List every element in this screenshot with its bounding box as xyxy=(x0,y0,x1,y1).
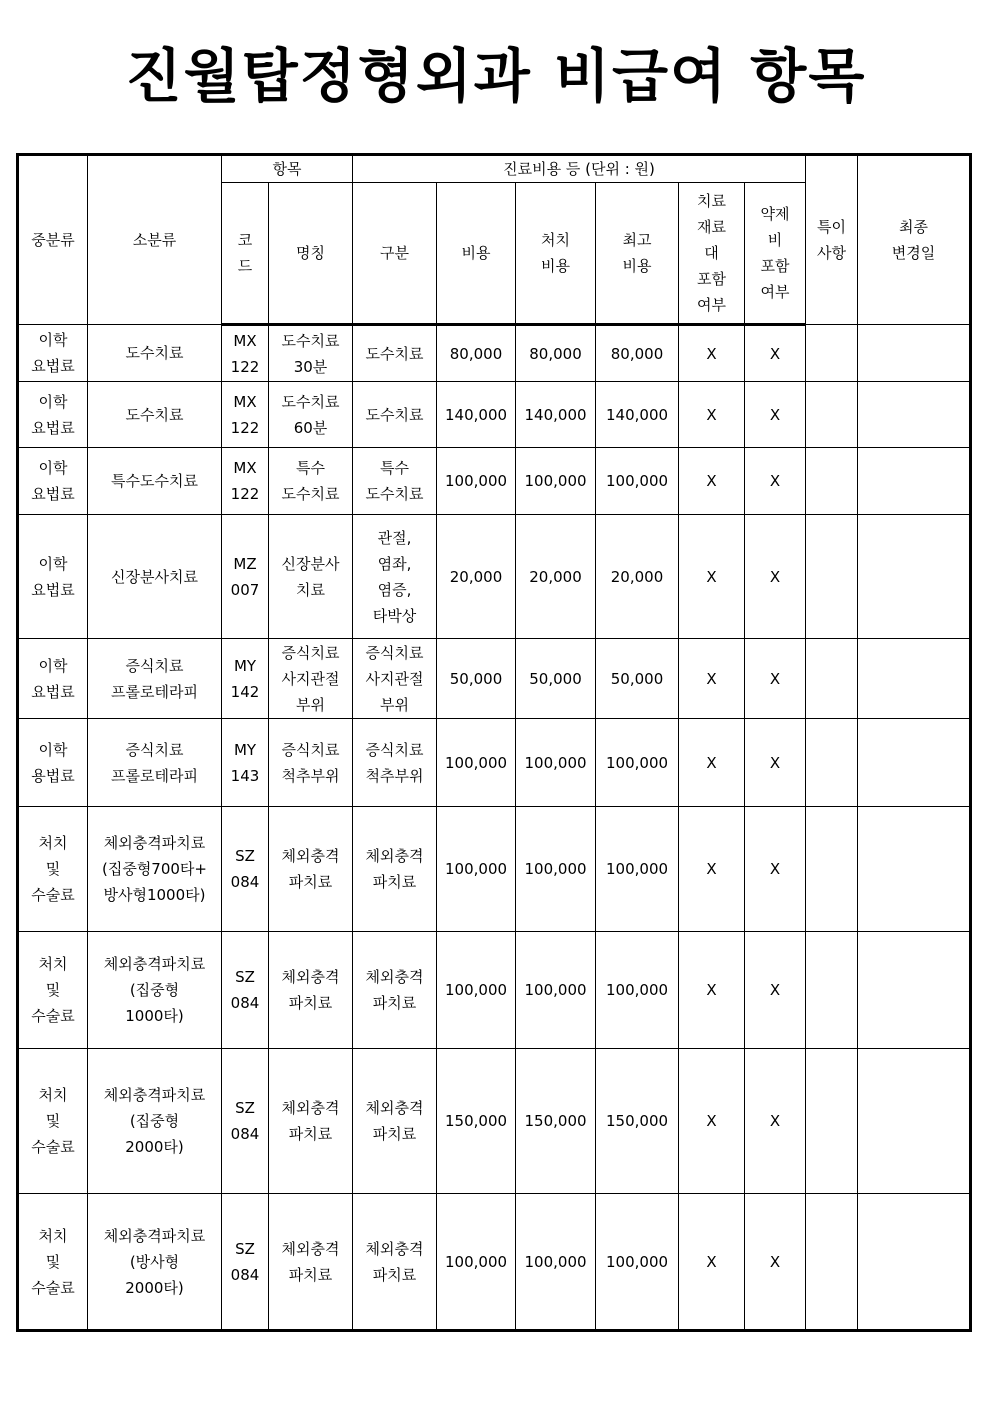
cell-name: 체외충격 파치료 xyxy=(269,932,353,1049)
cell-treatment-cost: 140,000 xyxy=(516,382,596,448)
cell-material-included: X xyxy=(679,719,745,807)
cell-treatment-cost: 80,000 xyxy=(516,325,596,382)
cell-cost: 150,000 xyxy=(437,1049,516,1194)
cell-sub-category: 체외충격파치료 (집중형700타+ 방사형1000타) xyxy=(88,807,222,932)
cell-division: 도수치료 xyxy=(353,382,437,448)
cell-sub-category: 증식치료 프롤로테라피 xyxy=(88,719,222,807)
cell-last-changed xyxy=(858,932,971,1049)
cell-material-included: X xyxy=(679,515,745,639)
cell-division: 체외충격 파치료 xyxy=(353,1049,437,1194)
cell-sub-category: 체외충격파치료 (방사형 2000타) xyxy=(88,1194,222,1331)
non-covered-items-table xyxy=(16,153,972,1332)
table-row xyxy=(18,382,971,448)
table-row xyxy=(18,932,971,1049)
cell-last-changed xyxy=(858,807,971,932)
cell-last-changed xyxy=(858,719,971,807)
header-item-group: 항목 xyxy=(222,155,353,183)
table-row xyxy=(18,719,971,807)
cell-sub-category: 특수도수치료 xyxy=(88,448,222,515)
cell-treatment-cost: 100,000 xyxy=(516,448,596,515)
cell-division: 체외충격 파치료 xyxy=(353,1194,437,1331)
cell-cost: 80,000 xyxy=(437,325,516,382)
cell-remarks xyxy=(806,1049,858,1194)
cell-sub-category: 체외충격파치료 (집중형 1000타) xyxy=(88,932,222,1049)
cell-name: 도수치료 30분 xyxy=(269,325,353,382)
cell-max-cost: 100,000 xyxy=(596,448,679,515)
cell-remarks xyxy=(806,639,858,719)
cell-mid-category: 이학 요법료 xyxy=(18,515,88,639)
header-drug-included: 약제 비 포함 여부 xyxy=(745,183,806,325)
header-division: 구분 xyxy=(353,183,437,325)
cell-mid-category: 이학 요법료 xyxy=(18,448,88,515)
cell-drug-included: X xyxy=(745,325,806,382)
cell-max-cost: 150,000 xyxy=(596,1049,679,1194)
cell-last-changed xyxy=(858,325,971,382)
cell-code: MZ 007 xyxy=(222,515,269,639)
table-row xyxy=(18,325,971,382)
cell-remarks xyxy=(806,807,858,932)
cell-code: SZ 084 xyxy=(222,1194,269,1331)
table-row xyxy=(18,515,971,639)
header-cost: 비용 xyxy=(437,183,516,325)
cell-mid-category: 이학 요법료 xyxy=(18,382,88,448)
cell-remarks xyxy=(806,719,858,807)
cell-material-included: X xyxy=(679,639,745,719)
cell-cost: 100,000 xyxy=(437,448,516,515)
cell-last-changed xyxy=(858,382,971,448)
cell-code: MX 122 xyxy=(222,325,269,382)
cell-division: 특수 도수치료 xyxy=(353,448,437,515)
cell-last-changed xyxy=(858,1049,971,1194)
cell-name: 증식치료 척추부위 xyxy=(269,719,353,807)
cell-mid-category: 이학 요법료 xyxy=(18,325,88,382)
cell-name: 체외충격 파치료 xyxy=(269,1194,353,1331)
cell-max-cost: 100,000 xyxy=(596,1194,679,1331)
cell-remarks xyxy=(806,932,858,1049)
header-code: 코 드 xyxy=(222,183,269,325)
cell-drug-included: X xyxy=(745,807,806,932)
cell-sub-category: 도수치료 xyxy=(88,382,222,448)
cell-last-changed xyxy=(858,639,971,719)
cell-last-changed xyxy=(858,448,971,515)
cell-last-changed xyxy=(858,515,971,639)
cell-drug-included: X xyxy=(745,448,806,515)
cell-material-included: X xyxy=(679,325,745,382)
cell-division: 관절, 염좌, 염증, 타박상 xyxy=(353,515,437,639)
header-remarks: 특이 사항 xyxy=(806,155,858,325)
cell-drug-included: X xyxy=(745,1049,806,1194)
header-cost-group: 진료비용 등 (단위 : 원) xyxy=(353,155,806,183)
cell-name: 증식치료 사지관절 부위 xyxy=(269,639,353,719)
cell-max-cost: 100,000 xyxy=(596,719,679,807)
header-row xyxy=(18,155,971,183)
cell-code: MX 122 xyxy=(222,382,269,448)
cell-drug-included: X xyxy=(745,719,806,807)
cell-code: SZ 084 xyxy=(222,807,269,932)
cell-max-cost: 80,000 xyxy=(596,325,679,382)
table-row xyxy=(18,639,971,719)
cell-drug-included: X xyxy=(745,515,806,639)
cell-sub-category: 체외충격파치료 (집중형 2000타) xyxy=(88,1049,222,1194)
cell-max-cost: 100,000 xyxy=(596,807,679,932)
header-material-included: 치료 재료 대 포함 여부 xyxy=(679,183,745,325)
cell-code: MY 143 xyxy=(222,719,269,807)
cell-cost: 100,000 xyxy=(437,1194,516,1331)
cell-division: 체외충격 파치료 xyxy=(353,807,437,932)
cell-treatment-cost: 100,000 xyxy=(516,719,596,807)
cell-mid-category: 이학 용법료 xyxy=(18,719,88,807)
cell-name: 신장분사 치료 xyxy=(269,515,353,639)
cell-material-included: X xyxy=(679,448,745,515)
cell-cost: 100,000 xyxy=(437,932,516,1049)
table-row xyxy=(18,807,971,932)
cell-material-included: X xyxy=(679,382,745,448)
cell-remarks xyxy=(806,448,858,515)
table-row xyxy=(18,448,971,515)
cell-max-cost: 100,000 xyxy=(596,932,679,1049)
header-mid-category: 중분류 xyxy=(18,155,88,325)
cell-drug-included: X xyxy=(745,1194,806,1331)
cell-material-included: X xyxy=(679,1049,745,1194)
table-row xyxy=(18,1049,971,1194)
cell-material-included: X xyxy=(679,1194,745,1331)
cell-mid-category: 처치 및 수술료 xyxy=(18,1194,88,1331)
cell-division: 도수치료 xyxy=(353,325,437,382)
cell-name: 체외충격 파치료 xyxy=(269,807,353,932)
cell-mid-category: 처치 및 수술료 xyxy=(18,1049,88,1194)
cell-max-cost: 140,000 xyxy=(596,382,679,448)
cell-material-included: X xyxy=(679,932,745,1049)
cell-remarks xyxy=(806,1194,858,1331)
cell-treatment-cost: 100,000 xyxy=(516,1194,596,1331)
header-sub-category: 소분류 xyxy=(88,155,222,325)
cell-division: 증식치료 척추부위 xyxy=(353,719,437,807)
cell-treatment-cost: 50,000 xyxy=(516,639,596,719)
cell-code: SZ 084 xyxy=(222,932,269,1049)
cell-remarks xyxy=(806,515,858,639)
page-title: 진월탑정형외과 비급여 항목 xyxy=(125,42,867,110)
cell-cost: 50,000 xyxy=(437,639,516,719)
cell-remarks xyxy=(806,325,858,382)
cell-cost: 140,000 xyxy=(437,382,516,448)
cell-name: 체외충격 파치료 xyxy=(269,1049,353,1194)
cell-drug-included: X xyxy=(745,639,806,719)
cell-code: SZ 084 xyxy=(222,1049,269,1194)
cell-treatment-cost: 150,000 xyxy=(516,1049,596,1194)
cell-material-included: X xyxy=(679,807,745,932)
cell-cost: 100,000 xyxy=(437,719,516,807)
cell-max-cost: 20,000 xyxy=(596,515,679,639)
cell-sub-category: 신장분사치료 xyxy=(88,515,222,639)
header-last-changed: 최종 변경일 xyxy=(858,155,971,325)
cell-code: MY 142 xyxy=(222,639,269,719)
table-row xyxy=(18,1194,971,1331)
header-treatment-cost: 처치 비용 xyxy=(516,183,596,325)
cell-max-cost: 50,000 xyxy=(596,639,679,719)
cell-treatment-cost: 20,000 xyxy=(516,515,596,639)
cell-division: 증식치료 사지관절 부위 xyxy=(353,639,437,719)
cell-last-changed xyxy=(858,1194,971,1331)
cell-name: 특수 도수치료 xyxy=(269,448,353,515)
cell-treatment-cost: 100,000 xyxy=(516,932,596,1049)
cell-drug-included: X xyxy=(745,932,806,1049)
cell-cost: 100,000 xyxy=(437,807,516,932)
header-max-cost: 최고 비용 xyxy=(596,183,679,325)
header-name: 명칭 xyxy=(269,183,353,325)
cell-mid-category: 처치 및 수술료 xyxy=(18,932,88,1049)
cell-name: 도수치료 60분 xyxy=(269,382,353,448)
table-body xyxy=(18,325,971,1331)
cell-sub-category: 증식치료 프롤로테라피 xyxy=(88,639,222,719)
cell-remarks xyxy=(806,382,858,448)
cell-code: MX 122 xyxy=(222,448,269,515)
cell-mid-category: 처치 및 수술료 xyxy=(18,807,88,932)
cell-mid-category: 이학 요법료 xyxy=(18,639,88,719)
cell-cost: 20,000 xyxy=(437,515,516,639)
cell-division: 체외충격 파치료 xyxy=(353,932,437,1049)
cell-drug-included: X xyxy=(745,382,806,448)
cell-sub-category: 도수치료 xyxy=(88,325,222,382)
cell-treatment-cost: 100,000 xyxy=(516,807,596,932)
